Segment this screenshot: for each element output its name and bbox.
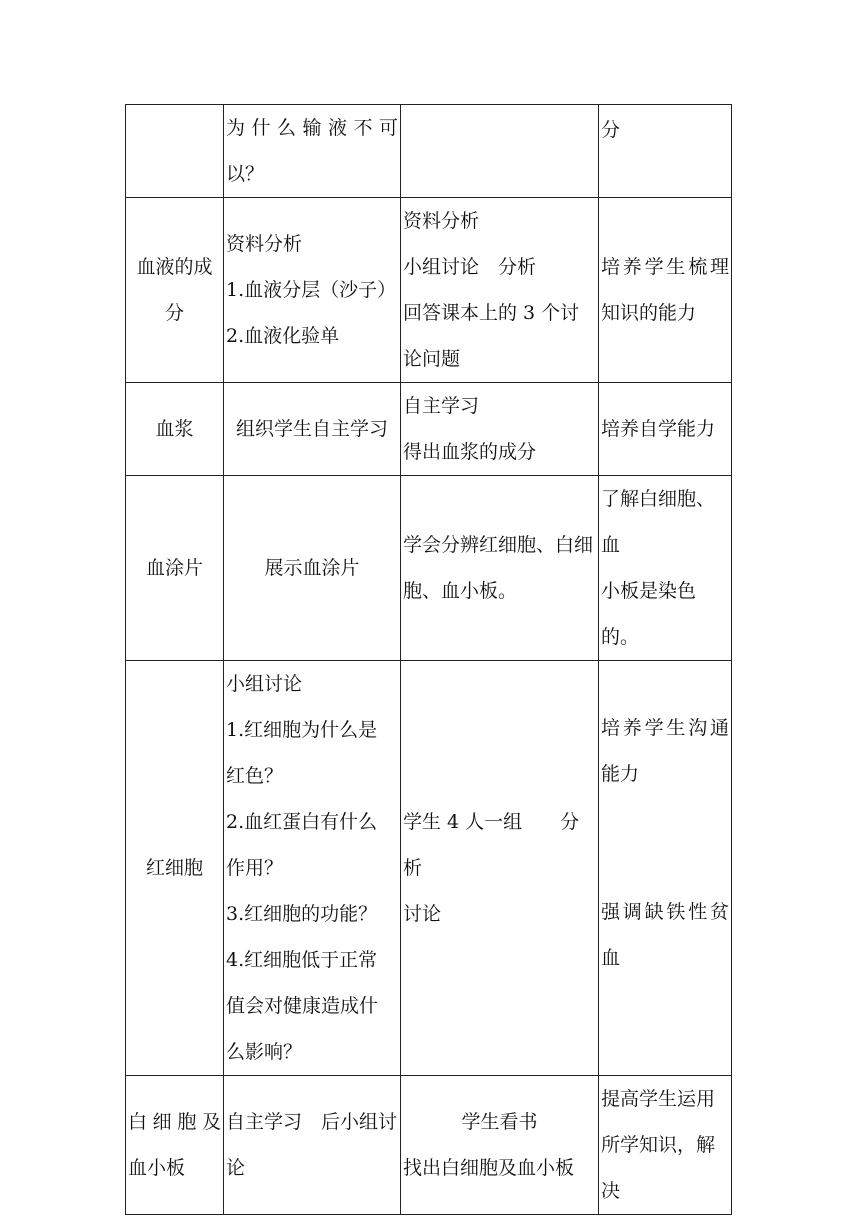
lesson-plan-table [125, 104, 732, 1215]
cell-line: 自主学习 后小组讨 [226, 1111, 398, 1133]
cell-line: 值会对健康造成什 [226, 995, 379, 1017]
teacher-activity-cell [224, 383, 401, 476]
cell-spacer [601, 797, 729, 843]
cell-line: 血小板 [128, 1157, 186, 1179]
cell-line: 展示血涂片 [264, 557, 360, 579]
cell-line: 学生看书 [461, 1111, 538, 1133]
cell-line: 自主学习 [403, 395, 480, 417]
table-row [126, 1076, 732, 1215]
cell-spacer [601, 843, 729, 889]
cell-line: 学生 4 人一组 分析 [403, 811, 580, 879]
cell-line: 小板是染色的。 [601, 580, 697, 648]
table-row [126, 476, 732, 661]
cell-line: 白细胞及 [128, 1111, 221, 1133]
cell-line: 小组讨论 分析 [403, 256, 537, 278]
student-activity-cell [401, 198, 599, 383]
student-activity-cell [401, 661, 599, 1076]
cell-line: 知识的能力 [601, 302, 697, 324]
cell-line: 所学知识，解决 [601, 1134, 716, 1202]
cell-line: 讨论 [403, 903, 442, 925]
cell-line: 强调缺铁性贫 [601, 901, 729, 923]
purpose-cell [599, 105, 732, 198]
cell-line: 资料分析 [403, 210, 480, 232]
cell-line: 学会分辨红细胞、白细 [403, 534, 594, 556]
cell-line: 为什么输液不可 [226, 117, 398, 139]
teacher-activity-cell [224, 661, 401, 1076]
cell-line: 血液的成 [136, 256, 213, 278]
cell-line: 论 [226, 1157, 246, 1179]
cell-line: 4.红细胞低于正常 [226, 949, 378, 971]
cell-line: 以？ [226, 163, 265, 185]
table-row [126, 661, 732, 1076]
teacher-activity-cell [224, 476, 401, 661]
cell-line: 找出白细胞及血小板 [403, 1157, 575, 1179]
teacher-activity-cell [224, 198, 401, 383]
topic-cell [126, 1076, 224, 1215]
student-activity-cell [401, 476, 599, 661]
cell-line: 能力 [601, 763, 640, 785]
cell-line: 得出血浆的成分 [403, 441, 537, 463]
teacher-activity-cell [224, 105, 401, 198]
topic-cell: 血浆 [126, 383, 224, 476]
cell-line: 培养学生梳理 [601, 256, 729, 278]
cell-line: 血 [601, 947, 621, 969]
cell-line: 小组讨论 [226, 673, 303, 695]
cell-line: 3.红细胞的功能？ [226, 903, 378, 925]
cell-line: 提高学生运用 [601, 1088, 716, 1110]
purpose-cell [599, 383, 732, 476]
table-row [126, 198, 732, 383]
topic-cell: 血涂片 [126, 476, 224, 661]
topic-cell: 红细胞 [126, 661, 224, 1076]
cell-line: 资料分析 [226, 233, 303, 255]
table-row [126, 105, 732, 198]
purpose-cell [599, 476, 732, 661]
purpose-cell [599, 661, 732, 1076]
cell-line: 作用？ [226, 857, 284, 879]
purpose-cell [599, 198, 732, 383]
cell-line: 1.红细胞为什么是 [226, 719, 378, 741]
student-activity-cell [401, 1076, 599, 1215]
cell-line: 回答课本上的 3 个讨 [403, 302, 580, 324]
cell-line: 2.血液化验单 [226, 325, 340, 347]
teacher-activity-cell [224, 1076, 401, 1215]
topic-cell [126, 198, 224, 383]
cell-line: 组织学生自主学习 [235, 418, 388, 440]
purpose-cell [599, 1076, 732, 1215]
cell-line: 了解白细胞、血 [601, 488, 716, 556]
cell-line: 2.血红蛋白有什么 [226, 811, 378, 833]
cell-line: 红色？ [226, 765, 284, 787]
student-activity-cell [401, 383, 599, 476]
student-activity-cell [401, 105, 599, 198]
cell-line: 胞、血小板。 [403, 580, 518, 602]
cell-line: 1.血液分层（沙子） [226, 279, 397, 301]
topic-cell [126, 105, 224, 198]
cell-line: 培养自学能力 [601, 418, 716, 440]
cell-line: 培养学生沟通 [601, 717, 729, 739]
cell-line: 论问题 [403, 348, 461, 370]
cell-line: 么影响？ [226, 1041, 303, 1063]
cell-line: 分 [601, 119, 621, 141]
cell-line: 分 [164, 302, 184, 324]
table-row [126, 383, 732, 476]
